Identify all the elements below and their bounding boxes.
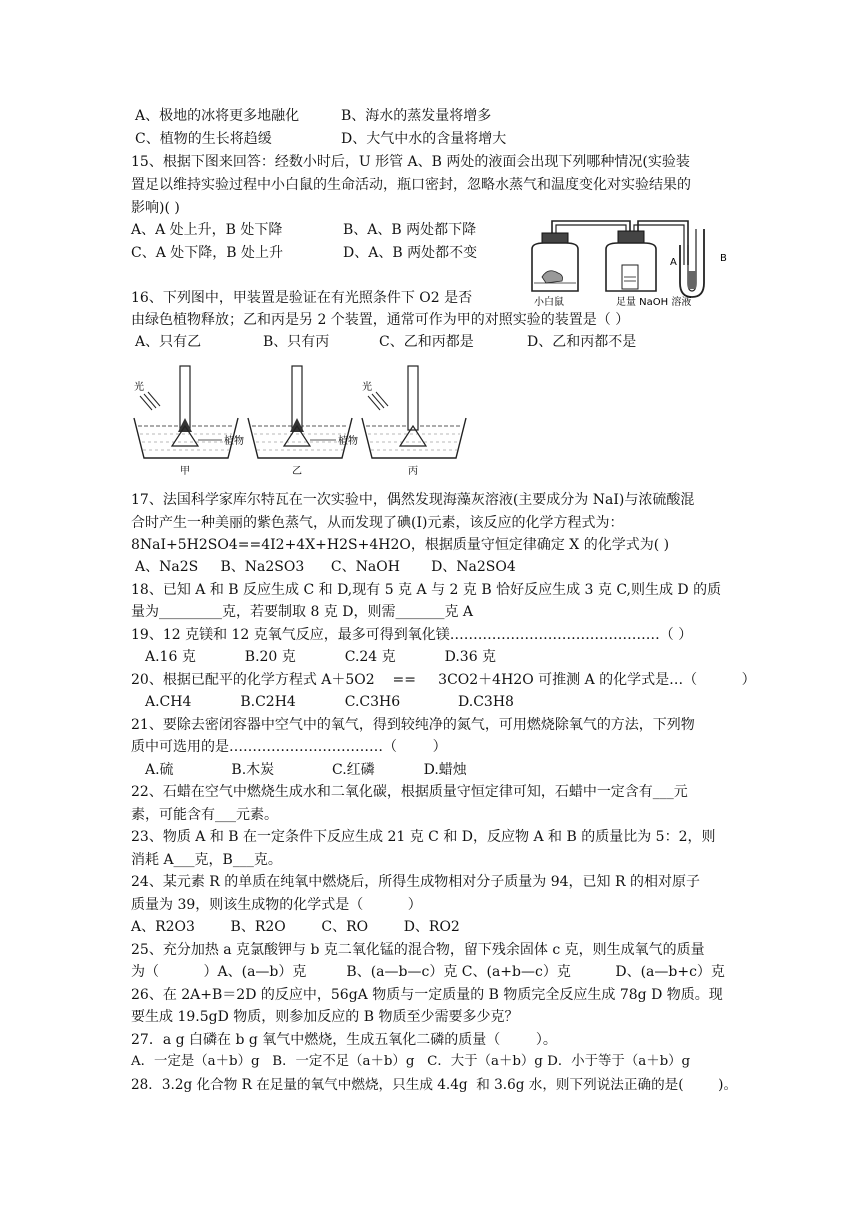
q19-line1: 19、12 克镁和 12 克氧气反应，最多可得到氧化镁………………………………………（ ） [131,627,693,643]
q14-option-b: B、海水的蒸发量将增多 [341,108,492,124]
q15-option-b: B、A、B 两处都下降 [343,222,477,238]
q15-option-a: A、A 处上升，B 处下降 [131,222,283,238]
q14-options-row1 [131,106,731,126]
q19-options: A.16 克 B.20 克 C.24 克 D.36 克 [145,649,497,665]
label-light-1: 光 [134,382,144,393]
q16-option-a: A、只有乙 [135,334,202,350]
q17-options: A、Na2S B、Na2SO3 C、NaOH D、Na2SO4 [135,559,516,575]
label-yi: 乙 [292,466,302,477]
q15-line1: 15、根据下图来回答：经数小时后，U 形管 A、B 两处的液面会出现下列哪种情况(实验装 [131,154,690,170]
q27-options: A．一定是（a＋b）g B．一定不足（a＋b）g C．大于（a＋b）g D．小于等于（a＋b）g [131,1054,691,1069]
q16-option-c: C、乙和丙都是 [379,334,474,350]
label-bing: 丙 [408,466,418,477]
q15-line2: 置足以维持实验过程中小白鼠的生命活动，瓶口密封，忽略水蒸气和温度变化对实验结果的 [131,177,691,193]
q15-option-c: C、A 处下降，B 处上升 [131,245,284,261]
q20-options: A.CH4 B.C2H4 C.C3H6 D.C3H8 [145,694,514,710]
q20-line1: 20、根据已配平的化学方程式 A＋5O2 == 3CO2＋4H2O 可推测 A 的化学式是…（ ） [131,672,756,688]
q23-line2: 消耗 A___克，B___克。 [131,852,282,868]
q16-apparatus-figure [130,360,470,478]
label-jia: 甲 [180,466,190,477]
q21-line1: 21、要除去密闭容器中空气中的氧气，得到较纯净的氮气，可用燃烧除氧气的方法，下列物 [131,717,695,733]
q21-line2: 质中可选用的是……………………………（ ） [131,739,447,755]
q18-line2: 量为_________克，若要制取 8 克 D，则需_______克 A [131,604,474,620]
q16-option-b: B、只有丙 [263,334,330,350]
q15-line3: 影响)( ) [131,200,180,216]
q16-line2: 由绿色植物释放；乙和丙是另 2 个装置，通常可作为甲的对照实验的装置是（ ） [131,312,630,328]
q22-line2: 素，可能含有___元素。 [131,807,278,823]
q21-options: A.硫 B.木炭 C.红磷 D.蜡烛 [145,762,467,778]
q27-line1: 27．a g 白磷在 b g 氧气中燃烧，生成五氧化二磷的质量（ ）。 [131,1032,557,1048]
setup-bing [362,366,466,458]
q14-options-row2 [131,129,731,149]
label-naoh: 足量 NaOH 溶液 [616,297,692,308]
q24-line2: 质量为 39，则该生成物的化学式是（ ） [131,897,422,913]
setup-yi [248,366,352,458]
q16-line1: 16、下列图中，甲装置是验证在有光照条件下 O2 是否 [131,290,473,306]
label-mouse: 小白鼠 [534,297,564,308]
q17-line3: 8NaI+5H2SO4==4I2+4X+H2S+4H2O，根据质量守恒定律确定 X 的化学式为( ) [131,537,670,553]
q24-line1: 24、某元素 R 的单质在纯氧中燃烧后，所得生成物相对分子质量为 94，已知 R 的相对原子 [131,874,700,890]
label-light-3: 光 [362,382,372,393]
q17-line2: 合时产生一种美丽的紫色蒸气，从而发现了碘(I)元素，该反应的化学方程式为： [131,515,624,531]
q23-line1: 23、物质 A 和 B 在一定条件下反应生成 21 克 C 和 D，反应物 A 和 B 的质量比为 5：2，则 [131,829,716,845]
q24-options: A、R2O3 B、R2O C、RO D、RO2 [131,919,460,935]
q16-options [131,332,731,352]
q26-line2: 要生成 19.5gD 物质，则参加反应的 B 物质至少需要多少克？ [131,1009,519,1025]
label-plant-1: 植物 [224,436,244,447]
q25-line1: 25、充分加热 a 克氯酸钾与 b 克二氧化锰的混合物，留下残余固体 c 克，则生成氧气的质量 [131,942,705,958]
label-plant-2: 植物 [338,436,358,447]
q26-line1: 26、在 2A+B＝2D 的反应中，56gA 物质与一定质量的 B 物质完全反应生成 78g D 物质。现 [131,987,723,1003]
q22-line1: 22、石蜡在空气中燃烧生成水和二氧化碳，根据质量守恒定律可知，石蜡中一定含有___元 [131,784,688,800]
q16-option-d: D、乙和丙都不是 [527,334,637,350]
q14-option-d: D、大气中水的含量将增大 [341,131,507,147]
q14-option-a: A、极地的冰将更多地融化 [135,108,300,124]
q18-line1: 18、已知 A 和 B 反应生成 C 和 D,现有 5 克 A 与 2 克 B 恰好反应生成 3 克 C,则生成 D 的质 [131,582,722,598]
q14-option-c: C、植物的生长将趋缓 [135,131,272,147]
u-tube-label-a: A [670,257,677,268]
q15-option-d: D、A、B 两处都不变 [343,245,478,261]
q25-line2: 为（ ）A、(a—b）克 B、(a—b—c）克 C、(a+b—c）克 D、(a—b+c）克 [131,964,725,980]
q28-line1: 28．3.2g 化合物 R 在足量的氧气中燃烧，只生成 4.4g 和 3.6g 水，则下列说法正确的是( )。 [131,1077,738,1093]
u-tube-label-b: B [720,253,727,264]
q17-line1: 17、法国科学家库尔特瓦在一次实验中，偶然发现海藻灰溶液(主要成分为 NaI)与浓硫酸混 [131,492,695,508]
setup-jia [134,366,238,458]
